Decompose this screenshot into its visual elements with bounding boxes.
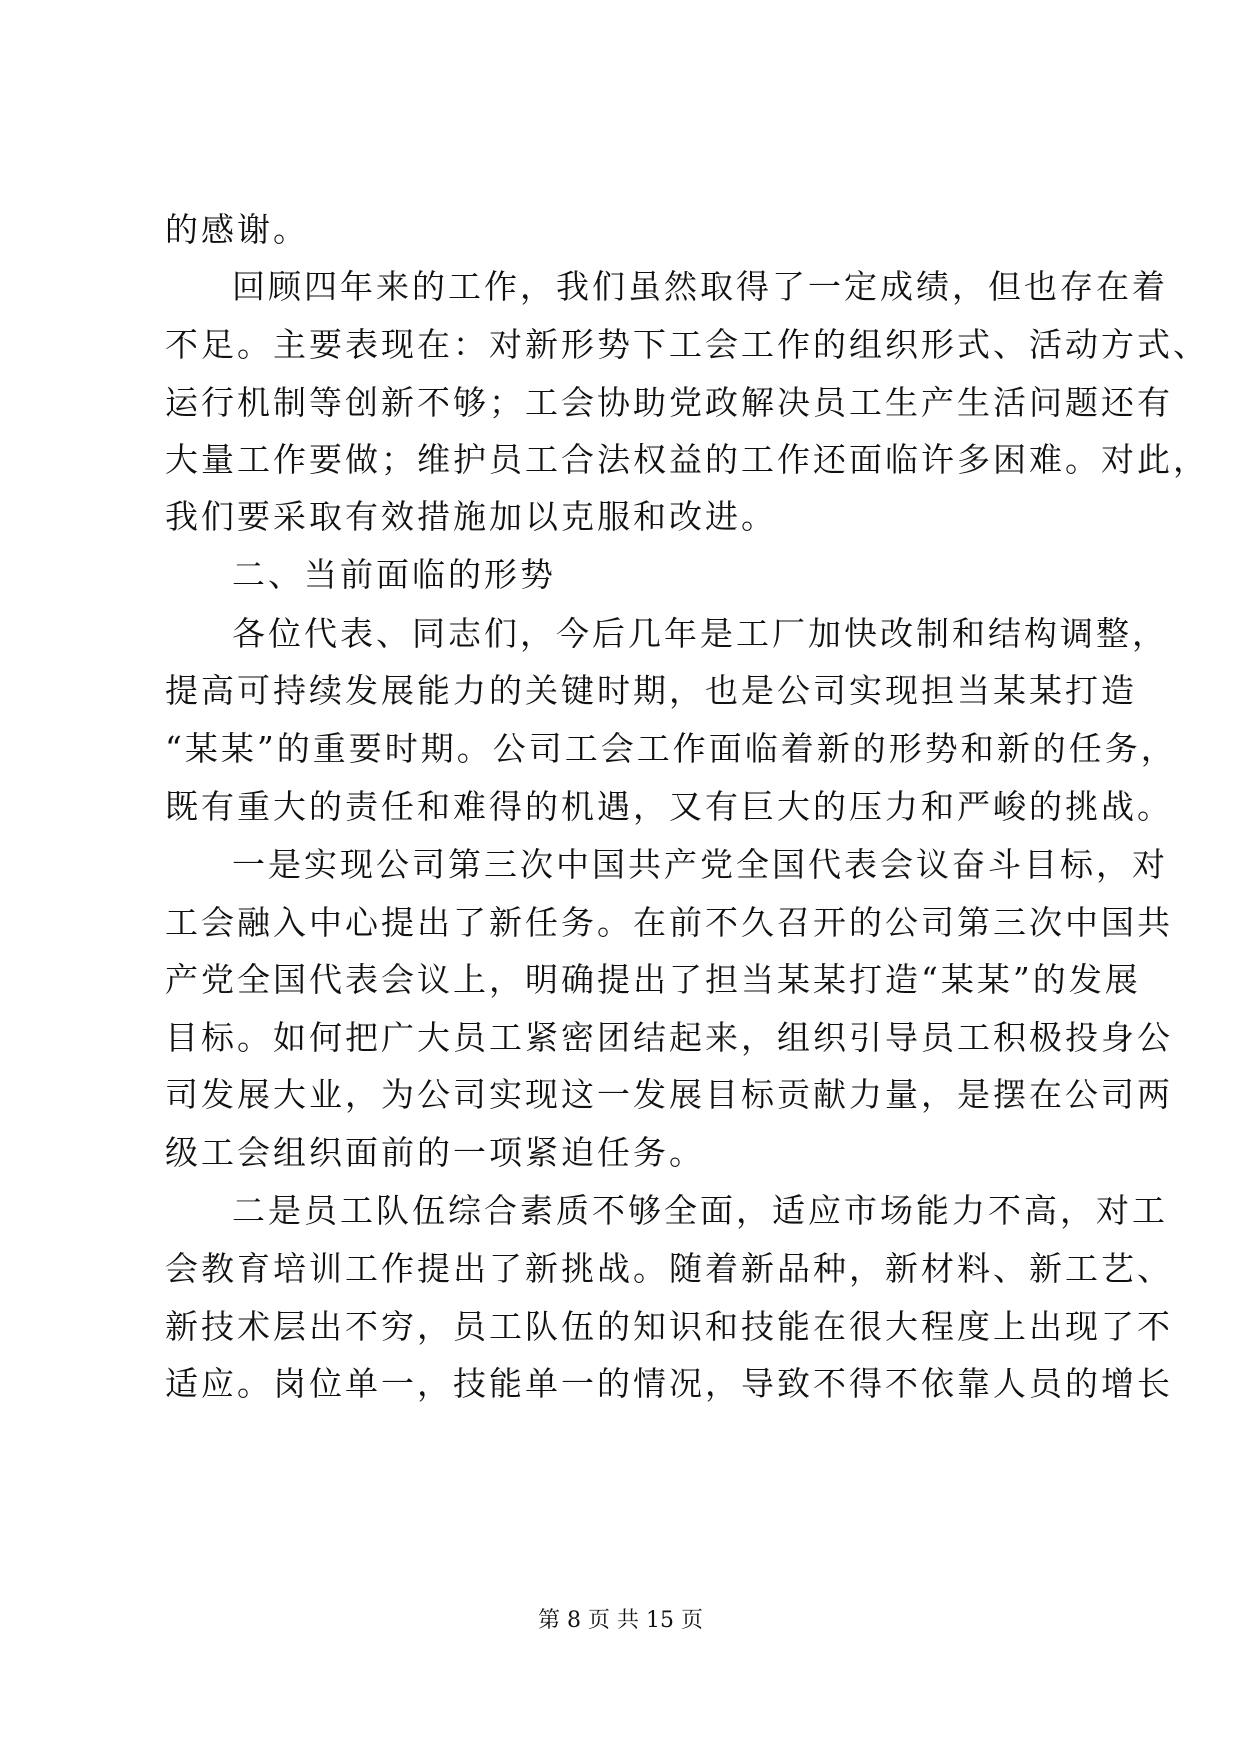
text-line: 回顾四年来的工作，我们虽然取得了一定成绩，但也存在着 <box>232 267 1168 306</box>
text-line: 各位代表、同志们，今后几年是工厂加快改制和结构调整， <box>232 614 1168 653</box>
page-number-footer: 第 8 页 共 15 页 <box>538 1608 703 1633</box>
text-line: 目标。如何把广大员工紧密团结起来，组织引导员工积极投身公 <box>165 1018 1173 1057</box>
text-line: 提高可持续发展能力的关键时期，也是公司实现担当某某打造 <box>165 671 1137 710</box>
text-line: 一是实现公司第三次中国共产党全国代表会议奋斗目标，对 <box>232 845 1168 884</box>
text-line: “某某”的重要时期。公司工会工作面临着新的形势和新的任务， <box>165 729 1177 768</box>
text-line: 的感谢。 <box>165 210 309 249</box>
text-line: 级工会组织面前的一项紧迫任务。 <box>165 1133 705 1172</box>
text-line: 大量工作要做；维护员工合法权益的工作还面临许多困难。对此， <box>165 440 1209 479</box>
text-line: 不足。主要表现在：对新形势下工会工作的组织形式、活动方式、 <box>165 325 1209 364</box>
text-line: 我们要采取有效措施加以克服和改进。 <box>165 497 777 536</box>
text-line: 产党全国代表会议上，明确提出了担当某某打造“某某”的发展 <box>165 960 1141 999</box>
section-heading: 二、当前面临的形势 <box>232 555 556 594</box>
text-line: 既有重大的责任和难得的机遇，又有巨大的压力和严峻的挑战。 <box>165 787 1173 826</box>
text-line: 工会融入中心提出了新任务。在前不久召开的公司第三次中国共 <box>165 903 1173 942</box>
text-line: 新技术层出不穷，员工队伍的知识和技能在很大程度上出现了不 <box>165 1307 1173 1346</box>
text-line: 二是员工队伍综合素质不够全面，适应市场能力不高，对工 <box>232 1191 1168 1230</box>
text-line: 会教育培训工作提出了新挑战。随着新品种，新材料、新工艺、 <box>165 1249 1173 1288</box>
text-line: 运行机制等创新不够；工会协助党政解决员工生产生活问题还有 <box>165 383 1173 422</box>
text-line: 司发展大业，为公司实现这一发展目标贡献力量，是摆在公司两 <box>165 1075 1173 1114</box>
text-line: 适应。岗位单一，技能单一的情况，导致不得不依靠人员的增长 <box>165 1364 1173 1403</box>
